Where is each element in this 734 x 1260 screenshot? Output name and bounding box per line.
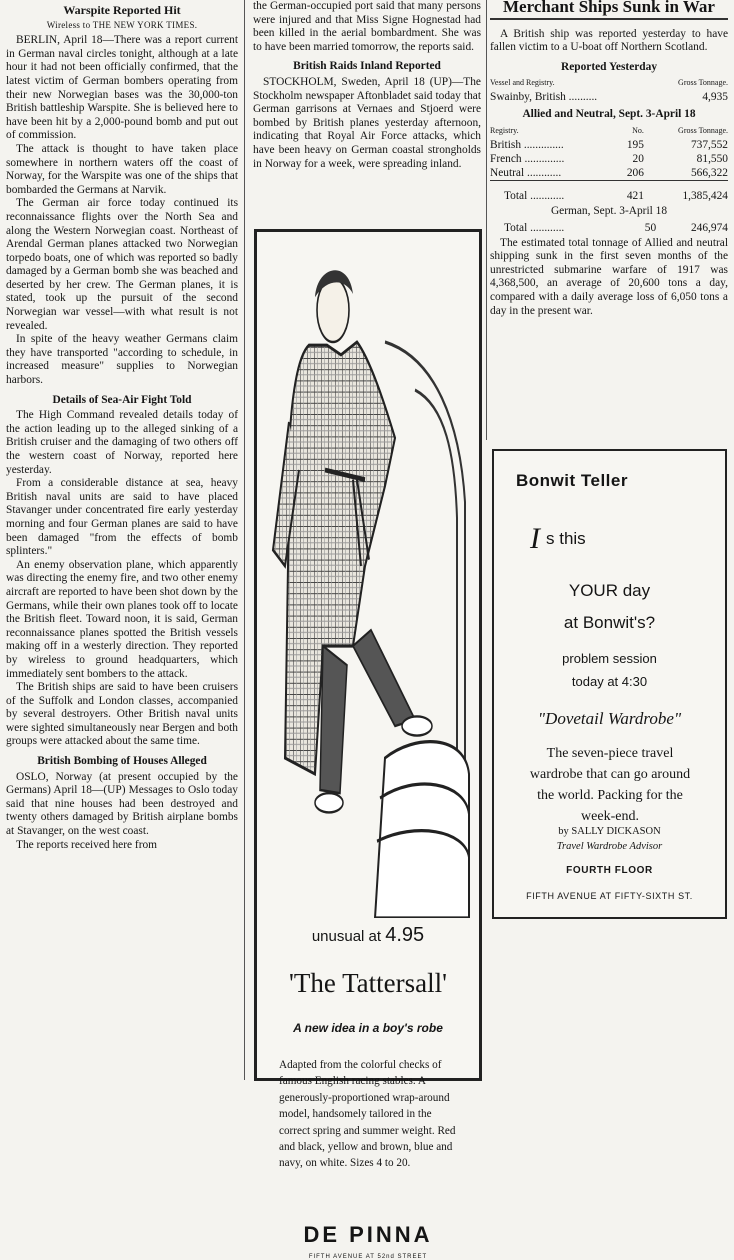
floor-label: FOURTH FLOOR <box>566 865 653 876</box>
tonnage: 737,552 <box>690 138 728 151</box>
table-row <box>490 138 728 152</box>
table-row <box>490 166 728 181</box>
paragraph: The German air force today continued its reconnaissance flights over the North Sea and along the Western Norwegian coast. Northeast of Arendal German planes attacked two Norwegian torpedo boats, one of which was reported so badly damaged by a German bomb she was beached and deserted by her crew. The German planes, it is stated, took up the pursuit of the second Norwegian war vessel—with what result is not revealed. <box>6 197 238 332</box>
subheading: British Raids Inland Reported <box>293 60 441 73</box>
subheading: Allied and Neutral, Sept. 3-April 18 <box>522 108 696 121</box>
headline-text: s this <box>546 529 586 548</box>
de-pinna-advertisement <box>254 229 482 1260</box>
registry: French .............. <box>490 152 565 165</box>
headline-line: at Bonwit's? <box>563 613 656 632</box>
ships-table <box>490 76 728 104</box>
boy-in-robe-illustration <box>265 246 471 918</box>
total-row <box>490 221 728 235</box>
paragraph: The estimated total tonnage of Allied and neutral shipping sunk in the first seven months of the unrestricted submarine warfare of 1917 was 4,368,500, an average of 20,600 tons a day, compared with a daily average loss of 6,050 tons a day in the present war. <box>490 236 728 317</box>
store-address: FIFTH AVENUE AT 52nd STREET <box>308 1254 428 1260</box>
total-label: Total ............ <box>504 189 565 202</box>
store-address: FIFTH AVENUE AT FIFTY-SIXTH ST. <box>526 891 693 901</box>
count: 20 <box>632 152 644 165</box>
brand-logo: DE PINNA <box>303 1222 433 1247</box>
count: 206 <box>626 166 644 179</box>
paragraph: From a considerable distance at sea, heavy British naval units are said to have placed Stavanger under concentrated fire early yesterday morning and four German planes are said to have been damaged "from the effects of bomb splinters." <box>6 477 238 558</box>
paragraph: A British ship was reported yesterday to have fallen victim to a U-boat off Northern Scotland. <box>490 27 728 54</box>
bonwit-teller-advertisement <box>492 449 727 919</box>
column-header: Gross Tonnage. <box>678 78 728 88</box>
byline: by SALLY DICKASON <box>558 826 661 837</box>
subheading: German, Sept. 3-April 18 <box>550 204 668 217</box>
byline-title: Travel Wardrobe Advisor <box>556 841 663 852</box>
paragraph: the German-occupied port said that many persons were injured and that Miss Signe Hognestad had been killed in the aerial bombardment. She was to have been married tomorrow, the reports said. <box>253 0 481 53</box>
paragraph: The reports received here from <box>16 838 158 851</box>
headline-line: YOUR day <box>568 581 651 600</box>
ad-copy: Adapted from the colorful checks of famous English racing stables. A generously-proportioned wrap-around model, handsomely tailored in the correct spring and summer weight. Red and black, yellow and brown, blue and navy, on white. Sizes 4 to 20. <box>279 1059 456 1170</box>
tonnage: 81,550 <box>696 152 728 165</box>
headline: Merchant Ships Sunk in War <box>490 0 728 20</box>
registry: Neutral ............ <box>490 166 562 179</box>
ad-copy: The seven-piece travel wardrobe that can go around the world. Packing for the week-end. <box>529 746 691 824</box>
allied-table <box>490 124 728 203</box>
table-row <box>490 90 728 104</box>
headline: Warspite Reported Hit <box>63 3 181 17</box>
count: 50 <box>644 221 657 234</box>
ship-name: Swainby, British .......... <box>490 91 598 104</box>
paragraph: STOCKHOLM, Sweden, April 18 (UP)—The Stockholm newspaper Aftonbladet said today that German garrisons at Vernaes and Stjoerd were bombed by British planes yesterday afternoon, indicating that Royal Air Force attacks, which have been heavy on German coastal strongholds in Norway for a week, were spreading inland. <box>253 75 481 170</box>
drop-cap: I <box>530 522 540 555</box>
total-label: Total ............ <box>504 221 565 234</box>
tagline: A new idea in a boy's robe <box>293 1021 443 1035</box>
column-header: Registry. <box>490 125 519 135</box>
column-header: No. <box>632 125 644 135</box>
tonnage: 1,385,424 <box>682 189 728 202</box>
event-title: "Dovetail Wardrobe" <box>537 709 682 728</box>
event-time: today at 4:30 <box>571 674 648 689</box>
count: 421 <box>626 189 644 202</box>
merchant-ships-article <box>490 0 728 318</box>
price-prefix: unusual at <box>311 928 382 945</box>
subheading: Details of Sea-Air Fight Told <box>52 393 192 406</box>
product-name: 'The Tattersall' <box>288 968 448 998</box>
event-line: problem session <box>562 651 657 666</box>
paragraph: An enemy observation plane, which apparently was directing the enemy fire, and two other enemy aircraft are reported to have been shot down by the Germans, while their own planes took off to locate the British fleet. Toward noon, it is said, German reconnaissance planes spotted the British vessels making off in a westerly direction. They reported by wireless to ground headquarters, which immediately sent bombers to the attack. <box>6 558 238 680</box>
tonnage: 566,322 <box>690 166 728 179</box>
price: 4.95 <box>385 924 425 946</box>
paragraph: The High Command revealed details today of the action leading up to the alleged sinking of a British cruiser and the damaging of two others off the western coast of Norway, reported here yesterday. <box>6 409 238 476</box>
paragraph: In spite of the heavy weather Germans claim they have transported "according to schedule, in increased measure" supplies to Norwegian harbors. <box>6 333 238 387</box>
german-table <box>490 221 728 235</box>
price-line <box>257 924 479 947</box>
paragraph: The attack is thought to have taken place somewhere in northern waters off the coast of Norway, for the Warspite was one of the ships that bombarded the Germans at Narvik. <box>6 142 238 196</box>
column-rule <box>244 0 245 1080</box>
column-header: Vessel and Registry. <box>490 78 555 88</box>
tonnage: 4,935 <box>702 91 728 104</box>
total-row <box>490 189 728 203</box>
paragraph: OSLO, Norway (at present occupied by the Germans) April 18—(UP) Messages to Oslo today said that nine houses had been destroyed and twenty others damaged by British airplane bombs at Stavanger, on the west coast. <box>6 770 238 838</box>
headline-line <box>530 522 586 556</box>
count: 195 <box>626 138 644 151</box>
wire-credit: Wireless to THE NEW YORK TIMES. <box>46 19 198 30</box>
paragraph: The British ships are said to have been cruisers of the Suffolk and London classes, accompanied by several destroyers. Other British naval units were sighted simultaneously near Bergen and both groups were attacked about the same time. <box>6 681 238 748</box>
subheading: Reported Yesterday <box>560 60 658 73</box>
column-rule <box>486 0 487 440</box>
registry: British .............. <box>490 138 564 151</box>
paragraph: BERLIN, April 18—There was a report current in German naval circles tonight, although at a late hour it had not been officially confirmed, that the latest victim of German bombers operating from their new Norwegian bases was the 30,000-ton British battleship Warspite. She is believed here to have been hit by a 2,000-pound bomb and put out of commission. <box>6 34 238 142</box>
article-raids <box>253 0 481 171</box>
column-header: Gross Tonnage. <box>678 125 728 135</box>
subheading: British Bombing of Houses Alleged <box>37 755 207 768</box>
tonnage: 246,974 <box>690 221 728 234</box>
brand-logo: Bonwit Teller <box>516 471 628 490</box>
article-warspite <box>6 0 238 1080</box>
table-row <box>490 152 728 166</box>
